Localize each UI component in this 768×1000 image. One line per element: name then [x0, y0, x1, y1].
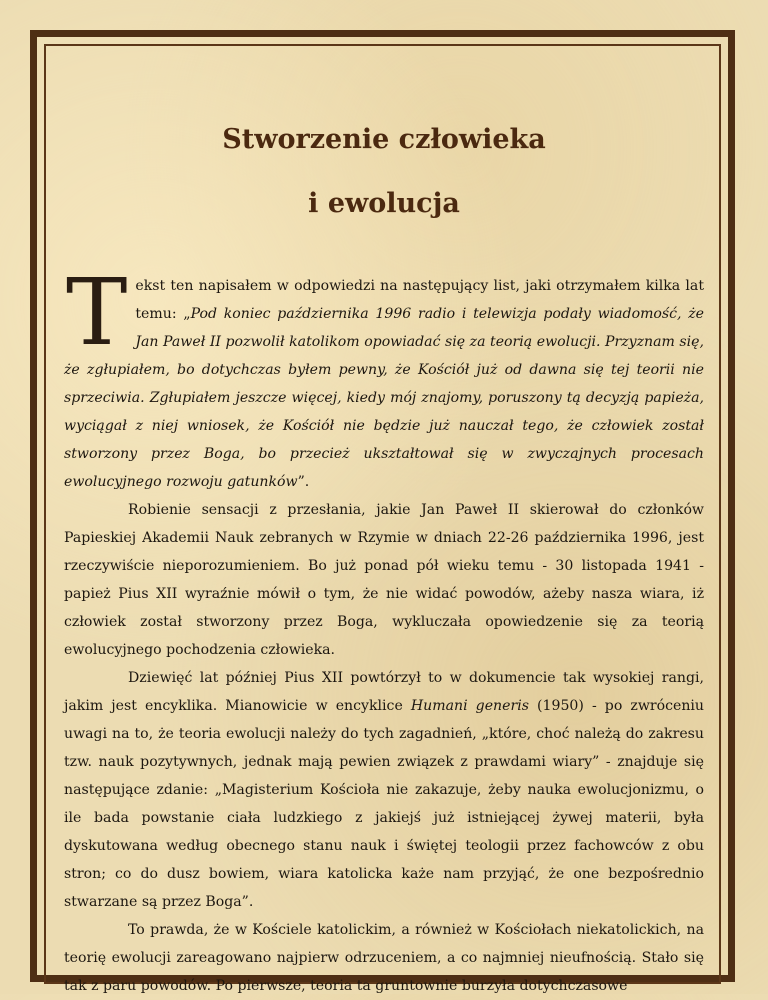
paragraph-3: [64, 664, 704, 916]
article-body: [64, 259, 704, 1000]
title-line-1: Stworzenie człowieka: [222, 124, 546, 155]
paragraph-3-after: (1950) - po zwróceniu uwagi na to, że teoria ewolucji należy do tych zagadnień, „które, choć należą do zakresu tzw. nauk pozytywnych, jednak mają pewien związek z prawdami wiary” - znajduje się następujące zdanie: „Magisterium Kościoła nie zakazuje, żeby nauka ewolucjonizmu, o ile bada powstanie ciała ludzkiego z jakiejś już istniejącej żywej materii, była dyskutowana według obecnego stanu nauk i świętej teologii przez fachowców z obu stron; co do dusz bowiem, wiara katolicka każe nam przyjąć, że one bezpośrednio stwarzane są przez Boga”.: [64, 698, 704, 910]
paragraph-4: To prawda, że w Kościele katolickim, a również w Kościołach niekatolickich, na teorię ewolucji zareagowano najpierw odrzuceniem, a co najmniej nieufnością. Stało się tak z paru powodów. Po pierwsze, teoria ta gruntownie burzyła dotychczasowe: [64, 922, 704, 994]
drop-cap: T: [66, 259, 128, 366]
paragraph-2: Robienie sensacji z przesłania, jakie Jan Paweł II skierował do członków Papieskiej Akademii Nauk zebranych w Rzymie w dniach 22-26 października 1996, jest rzeczywiście nieporozumieniem. Bo już ponad pół wieku temu - 30 listopada 1941 - papież Pius XII wyraźnie mówił o tym, że nie widać powodów, ażeby nasza wiara, iż człowiek został stworzony przez Boga, wykluczała opowiedzenie się za teorią ewolucyjnego pochodzenia człowieka.: [64, 502, 704, 658]
letter-quote: Pod koniec października 1996 radio i telewizja podały wiadomość, że Jan Paweł II pozwolił katolikom opowiadać się za teorią ewolucji. Przyznam się, że zgłupiałem, bo dotychczas byłem pewny, że Kościół już od dawna się tej teorii nie sprzeciwia. Zgłupiałem jeszcze więcej, kiedy mój znajomy, poruszony tą decyzją papieża, wyciągał z niej wniosek, że Kościół nie będzie już nauczał tego, że człowiek został stworzony przez Boga, bo przecież ukształtował się w zwyczajnych procesach ewolucyjnego rozwoju gatunków: [64, 306, 704, 490]
document-content: [64, 108, 704, 1000]
paragraph-3-before: Dziewięć lat później Pius XII powtórzył to w dokumencie tak wysokiej rangi, jakim jest encyklika. Mianowicie w encyklice: [64, 670, 704, 714]
title-line-2: i ewolucja: [308, 188, 460, 219]
paragraph-1: [64, 259, 704, 496]
encyclical-title: Humani generis: [410, 698, 529, 714]
paragraph-1-end: ”.: [297, 474, 310, 490]
paragraph-1-intro: ekst ten napisałem w odpowiedzi na następujący list, jaki otrzymałem kilka lat temu: „: [135, 278, 704, 322]
page-title: [64, 108, 704, 236]
